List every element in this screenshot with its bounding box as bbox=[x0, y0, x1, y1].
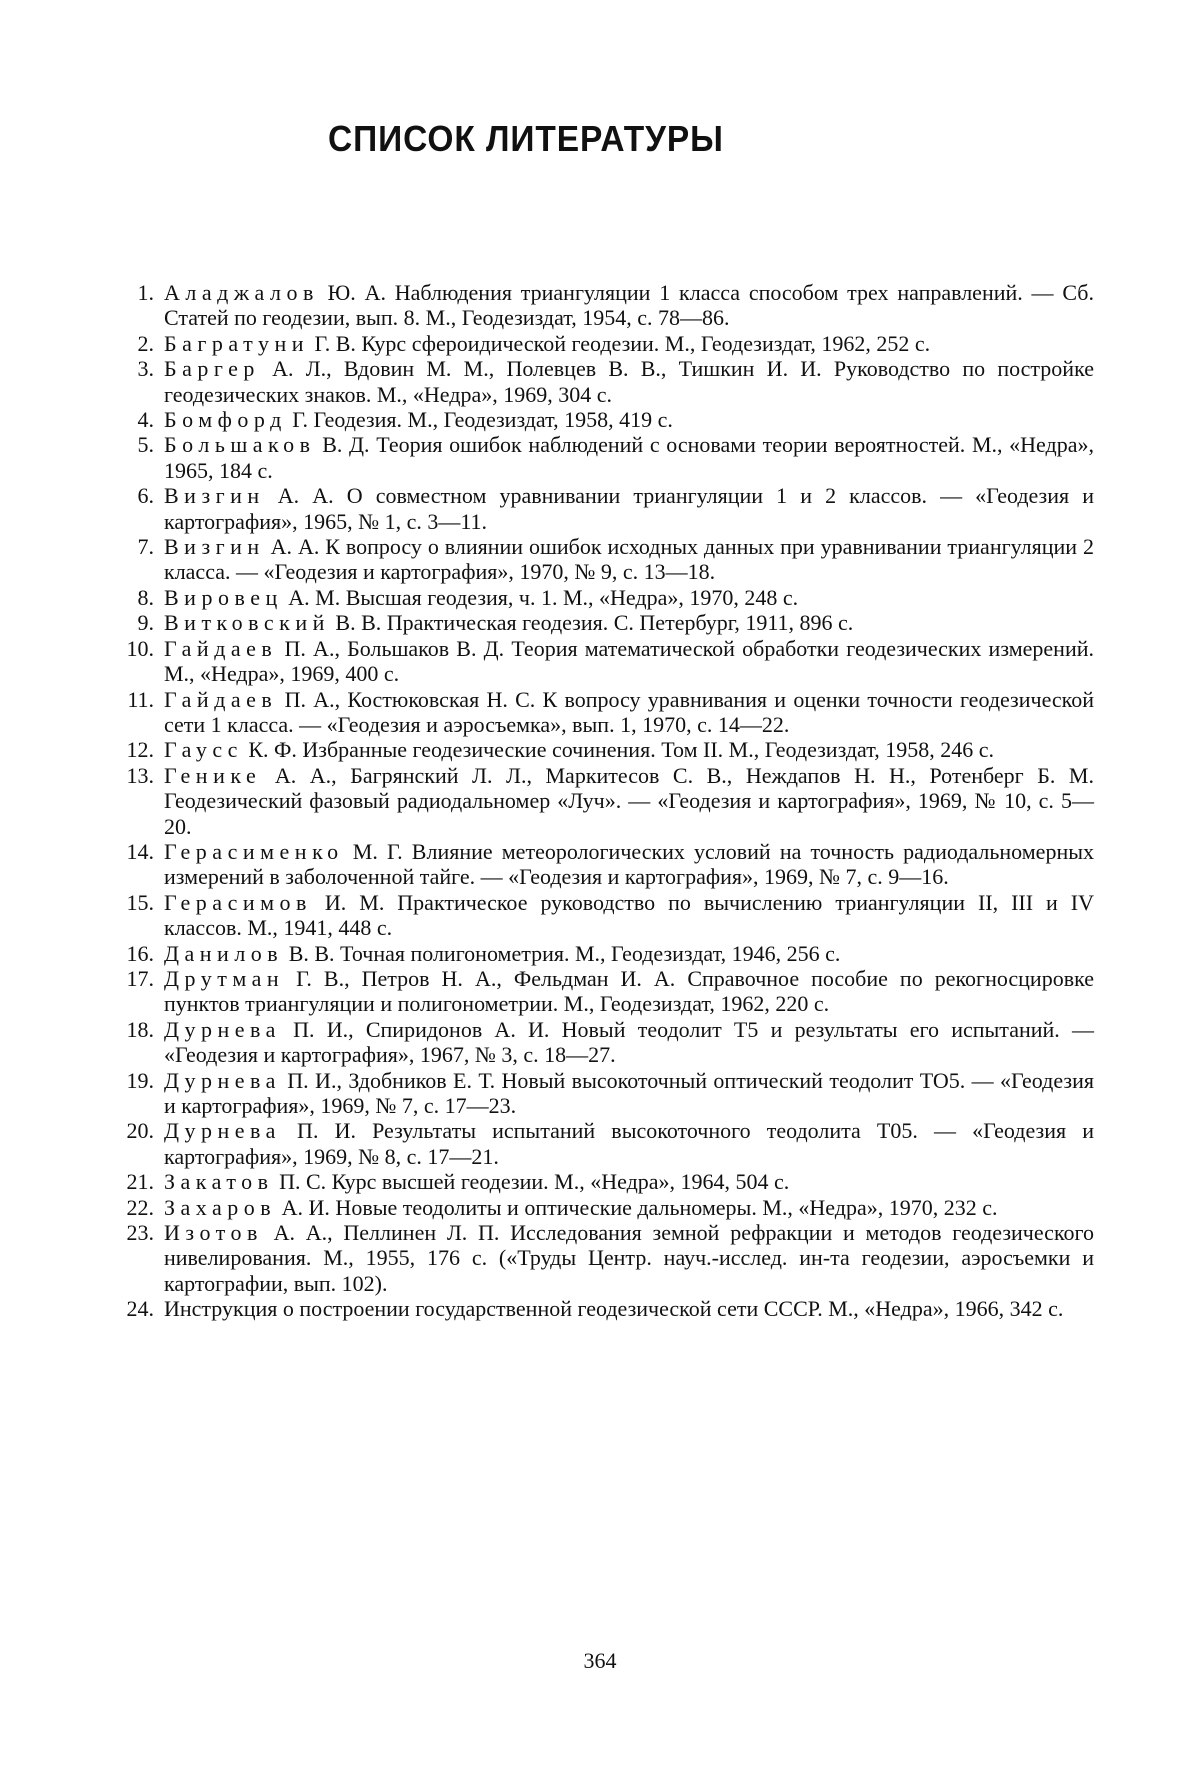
entry-text: А. А. О совместном уравнивании триангуляции 1 и 2 классов. — «Геодезия и картография», 1965, № 1, с. 3—11. bbox=[164, 483, 1094, 534]
entry-author: Витковский bbox=[164, 610, 330, 636]
entry-number: 17. bbox=[126, 965, 154, 991]
entry-author: Захаров bbox=[164, 1194, 277, 1220]
entry-author: Дурнева bbox=[164, 1118, 281, 1144]
entry-text: П. И., Спиридонов А. И. Новый теодолит Т5 и результаты его испытаний. — «Геодезия и картография», 1967, № 3, с. 18—27. bbox=[164, 1016, 1094, 1068]
entry-number: 22. bbox=[126, 1194, 154, 1220]
entry-number: 9. bbox=[137, 610, 154, 636]
entry-number: 12. bbox=[126, 737, 154, 763]
entry-text: А. А., Пеллинен Л. П. Исследования земной рефракции и методов геодезического нивелирования. М., 1955, 176 с. («Труды Центр. науч.-исслед. ин-та геодезии, аэросъемки и картографии, вып. 102). bbox=[164, 1220, 1094, 1296]
entry-author: Генике bbox=[164, 762, 262, 788]
entry-author: Большаков bbox=[164, 432, 316, 458]
entry-text: П. И. Результаты испытаний высокоточного теодолита Т05. — «Геодезия и картография», 1969, № 8, с. 17—21. bbox=[164, 1118, 1094, 1169]
entry-author: Дурнева bbox=[164, 1016, 281, 1042]
entry-number: 2. bbox=[137, 330, 154, 356]
entry-text: П. А., Костюковская Н. С. К вопросу уравнивания и оценки точности геодезической сети 1 класса. — «Геодезия и аэросъемка», вып. 1, 1970, с. 14—22. bbox=[164, 686, 1094, 737]
entry-author: Герасименко bbox=[164, 838, 344, 864]
entry-number: 7. bbox=[137, 534, 154, 560]
entry-author: Вировец bbox=[164, 584, 283, 610]
entry-author: Гайдаев bbox=[164, 686, 278, 712]
entry-number: 11. bbox=[127, 686, 154, 712]
page-title: СПИСОК ЛИТЕРАТУРЫ bbox=[328, 118, 724, 159]
bibliography-entry bbox=[108, 483, 1094, 534]
entry-author: Герасимов bbox=[164, 889, 312, 915]
entry-author: Гаусс bbox=[164, 737, 243, 763]
bibliography-entry bbox=[108, 1118, 1094, 1169]
bibliography-entry bbox=[108, 966, 1094, 1017]
bibliography-entry bbox=[108, 1195, 1094, 1220]
bibliography-list bbox=[108, 280, 1094, 1322]
entry-author: Багратуни bbox=[164, 330, 309, 356]
bibliography-entry bbox=[108, 941, 1094, 966]
entry-number: 8. bbox=[137, 584, 154, 610]
entry-text: В. В. Практическая геодезия. С. Петербург, 1911, 896 с. bbox=[329, 610, 854, 636]
entry-author: Визгин bbox=[164, 483, 265, 509]
bibliography-entry bbox=[108, 839, 1094, 890]
bibliography-entry bbox=[108, 280, 1094, 331]
bibliography-entry bbox=[108, 737, 1094, 762]
entry-text: Г. В., Петров Н. А., Фельдман И. А. Справочное пособие по рекогносцировке пунктов триангуляции и полигонометрии. М., Геодезиздат, 1962, 220 с. bbox=[164, 965, 1094, 1017]
page-number: 364 bbox=[583, 1648, 617, 1673]
entry-text: В. В. Точная полигонометрия. М., Геодезиздат, 1946, 256 с. bbox=[283, 940, 841, 966]
entry-number: 6. bbox=[137, 483, 154, 509]
bibliography-entry bbox=[108, 687, 1094, 738]
bibliography-entry bbox=[108, 432, 1094, 483]
entry-number: 1. bbox=[137, 280, 154, 305]
entry-author: Дурнева bbox=[164, 1067, 281, 1093]
entry-text: Г. В. Курс сфероидической геодезии. М., Геодезиздат, 1962, 252 с. bbox=[309, 330, 931, 356]
entry-number: 5. bbox=[137, 432, 154, 458]
bibliography-entry bbox=[108, 1169, 1094, 1194]
entry-text: А. И. Новые теодолиты и оптические дальномеры. М., «Недра», 1970, 232 с. bbox=[276, 1194, 998, 1220]
entry-number: 21. bbox=[126, 1169, 154, 1195]
entry-author: Данилов bbox=[164, 940, 284, 966]
entry-text: А. А., Багрянский Л. Л., Маркитесов С. В., Неждапов Н. Н., Ротенберг Б. М. Геодезический фазовый радиодальномер «Луч». — «Геодезия и картография», 1969, № 10, с. 5—20. bbox=[164, 762, 1094, 839]
entry-text: А. М. Высшая геодезия, ч. 1. М., «Недра», 1970, 248 с. bbox=[282, 584, 799, 610]
entry-number: 18. bbox=[126, 1016, 154, 1042]
bibliography-entry bbox=[108, 331, 1094, 356]
bibliography-entry bbox=[108, 407, 1094, 432]
bibliography-entry bbox=[108, 585, 1094, 610]
entry-number: 23. bbox=[126, 1220, 154, 1246]
entry-text: Ю. А. Наблюдения триангуляции 1 класса способом трех направлений. — Сб. Статей по геодезии, вып. 8. М., Геодезиздат, 1954, с. 78—86. bbox=[164, 280, 1094, 331]
entry-text: А. Л., Вдовин М. М., Полевцев В. В., Тишкин И. И. Руководство по постройке геодезических знаков. М., «Недра», 1969, 304 с. bbox=[164, 356, 1094, 407]
entry-number: 13. bbox=[126, 762, 154, 788]
entry-author: Закатов bbox=[164, 1169, 274, 1195]
entry-author: Гайдаев bbox=[164, 635, 278, 661]
entry-text: А. А. К вопросу о влиянии ошибок исходных данных при уравнивании триангуляции 2 класса. — «Геодезия и картография», 1970, № 9, с. 13—18. bbox=[164, 534, 1094, 585]
bibliography-entry bbox=[108, 763, 1094, 839]
bibliography-entry bbox=[108, 1220, 1094, 1296]
bibliography-entry bbox=[108, 1296, 1094, 1321]
bibliography-entry bbox=[108, 890, 1094, 941]
entry-author: Изотов bbox=[164, 1220, 263, 1246]
entry-number: 3. bbox=[137, 356, 154, 382]
entry-number: 4. bbox=[137, 407, 154, 433]
entry-text: К. Ф. Избранные геодезические сочинения. Том II. М., Геодезиздат, 1958, 246 с. bbox=[242, 737, 994, 763]
bibliography-entry bbox=[108, 610, 1094, 635]
bibliography-entry bbox=[108, 534, 1094, 585]
entry-number: 19. bbox=[126, 1067, 154, 1093]
entry-text: Г. Геодезия. М., Геодезиздат, 1958, 419 с. bbox=[286, 407, 673, 433]
entry-text: В. Д. Теория ошибок наблюдений с основами теории вероятностей. М., «Недра», 1965, 184 с. bbox=[164, 432, 1094, 483]
entry-text: Инструкция о построении государственной геодезической сети СССР. М., «Недра», 1966, 342 с. bbox=[164, 1296, 1064, 1322]
entry-text: П. И., Здобников Е. Т. Новый высокоточный оптический теодолит ТО5. — «Геодезия и картография», 1969, № 7, с. 17—23. bbox=[164, 1067, 1094, 1118]
entry-number: 15. bbox=[126, 889, 154, 915]
entry-author: Друтман bbox=[164, 965, 285, 991]
entry-author: Аладжалов bbox=[164, 280, 319, 305]
entry-number: 14. bbox=[126, 838, 154, 864]
entry-author: Баргер bbox=[164, 356, 260, 382]
entry-number: 24. bbox=[126, 1296, 154, 1322]
entry-text: М. Г. Влияние метеорологических условий на точность радиодальномерных измерений в заболоченной тайге. — «Геодезия и картография», 1969, № 7, с. 9—16. bbox=[164, 838, 1094, 890]
entry-number: 10. bbox=[126, 635, 154, 661]
bibliography-entry bbox=[108, 636, 1094, 687]
entry-author: Бомфорд bbox=[164, 407, 287, 433]
bibliography-entry bbox=[108, 1068, 1094, 1119]
entry-text: И. М. Практическое руководство по вычислению триангуляции II, III и IV классов. М., 1941, 448 с. bbox=[164, 889, 1094, 941]
bibliography-entry bbox=[108, 1017, 1094, 1068]
bibliography-entry bbox=[108, 356, 1094, 407]
entry-number: 16. bbox=[126, 940, 154, 966]
entry-number: 20. bbox=[126, 1118, 154, 1144]
entry-text: П. А., Большаков В. Д. Теория математической обработки геодезических измерений. М., «Недра», 1969, 400 с. bbox=[164, 635, 1094, 687]
entry-text: П. С. Курс высшей геодезии. М., «Недра», 1964, 504 с. bbox=[273, 1169, 790, 1195]
entry-author: Визгин bbox=[164, 534, 265, 560]
